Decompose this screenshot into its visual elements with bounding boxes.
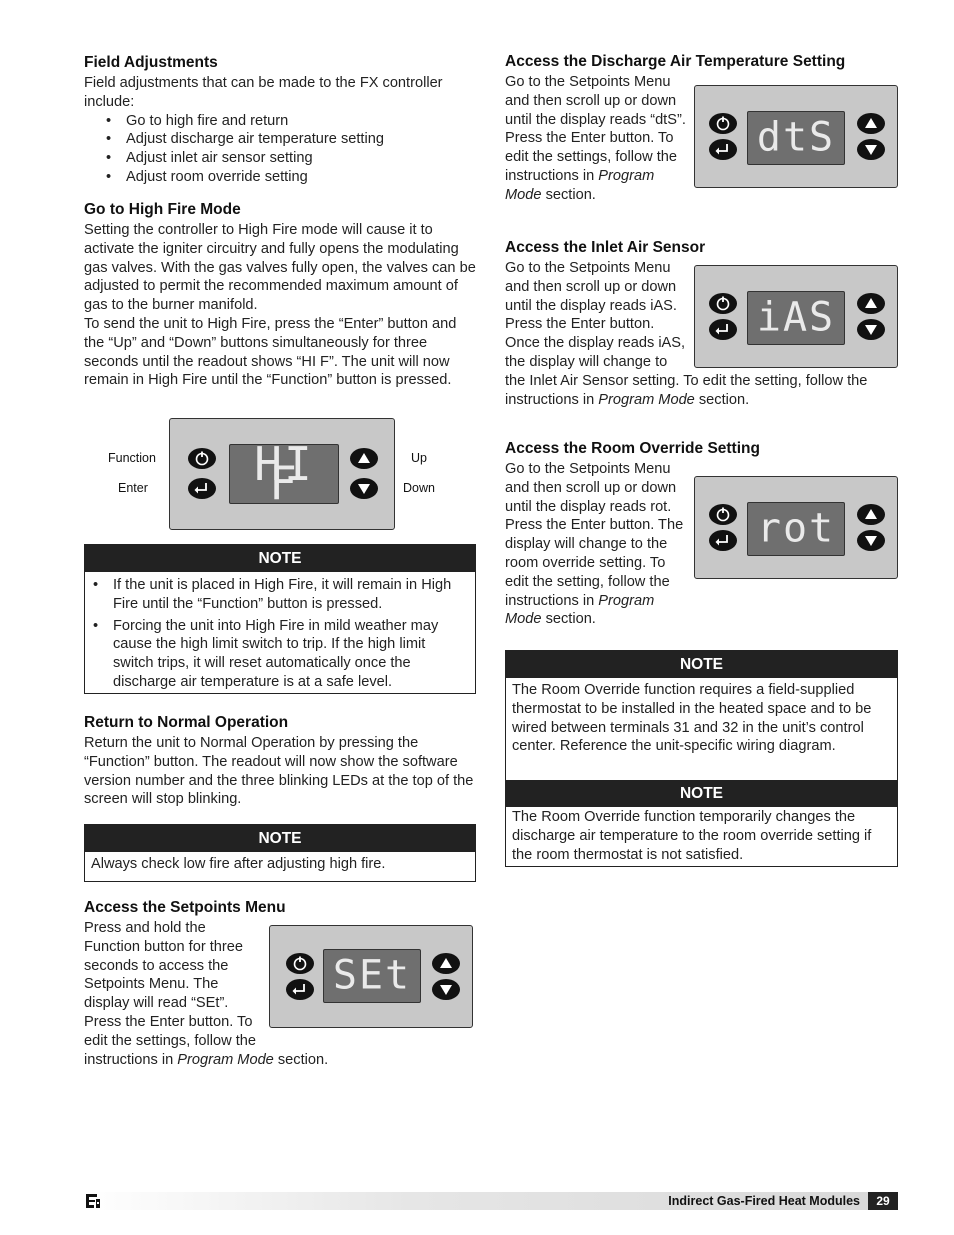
- paragraph: Go to the Setpoints Menu and then scroll up or down until the display reads “dtS”. Press the Enter button. To edit the settings, follow the instructions in Program Mode section.: [505, 74, 686, 203]
- power-icon[interactable]: [188, 448, 216, 469]
- paragraph: Press and hold the Function button for three seconds to access the Setpoints Menu. The display will read “SEt”. Press the Enter button. To edit the settings, follow the instructions in Program Mode section.: [84, 920, 329, 1068]
- note-list: [91, 576, 469, 692]
- up-triangle-icon[interactable]: [857, 293, 885, 314]
- brand-logo-icon: [85, 1193, 101, 1209]
- down-triangle-icon[interactable]: [857, 530, 885, 551]
- paragraph: Go to the Setpoints Menu and then scroll up or down until the display reads rot. Press the Enter button. The display will change to the room override setting. To edit the setting, follow the instructions in Program Mode section.: [505, 461, 684, 628]
- up-triangle-icon[interactable]: [350, 448, 378, 469]
- paragraph: To send the unit to High Fire, press the “Enter” button and the “Up” and “Down” buttons simultaneously for three seconds until the readout shows “HI F”. The unit will now remain in High Fire until the “Function” button is pressed.: [84, 315, 457, 389]
- up-triangle-icon[interactable]: [857, 504, 885, 525]
- note-title: NOTE: [506, 780, 897, 807]
- readout-display: [323, 949, 421, 1003]
- note-title: NOTE: [506, 651, 897, 678]
- section-heading: Field Adjustments: [84, 54, 218, 71]
- list-item: • Forcing the unit into High Fire in mild weather may cause the high limit switch to trip. If the high limit switch trips, it will reset automatically once the discharge air temperature is at a safe level.: [91, 617, 469, 692]
- page-number: 29: [868, 1192, 898, 1210]
- down-label: Down: [403, 481, 435, 495]
- section-heading: Access the Setpoints Menu: [84, 899, 286, 916]
- readout-display: [747, 111, 845, 165]
- section-heading: Go to High Fire Mode: [84, 201, 241, 218]
- note-box: [84, 544, 476, 694]
- readout-text: HI F: [254, 437, 314, 510]
- note-text: The Room Override function temporarily changes the discharge air temperature to the room override setting if the room thermostat is not satisfied.: [512, 809, 872, 863]
- readout-display: [747, 291, 845, 345]
- controller-panel: [269, 925, 473, 1028]
- up-triangle-icon[interactable]: [432, 953, 460, 974]
- list-item: • Adjust discharge air temperature setting: [84, 130, 476, 149]
- controller-panel: [694, 85, 898, 188]
- enter-arrow-icon[interactable]: [188, 478, 216, 499]
- enter-arrow-icon[interactable]: [709, 139, 737, 160]
- section-heading: Access the Room Override Setting: [505, 440, 760, 457]
- normal-operation-section: [84, 712, 476, 809]
- controller-panel: [694, 265, 898, 368]
- readout-text: rot: [756, 505, 836, 552]
- footer-title: Indirect Gas-Fired Heat Modules: [668, 1194, 860, 1208]
- list-item: • Adjust inlet air sensor setting: [84, 149, 476, 168]
- note-title: NOTE: [85, 825, 475, 852]
- paragraph: Return the unit to Normal Operation by pressing the “Function” button. The readout will now show the software version number and the three blinking LEDs at the top of the screen will stop blinking.: [84, 735, 474, 808]
- readout-display: [229, 437, 339, 510]
- controller-panel: [169, 418, 395, 530]
- note-box: [84, 824, 476, 882]
- section-heading: Access the Inlet Air Sensor: [505, 239, 706, 256]
- list-item: • Go to high fire and return: [84, 112, 476, 131]
- readout-display: [747, 502, 845, 556]
- note-text: Always check low fire after adjusting high fire.: [91, 856, 386, 872]
- adjustments-list: [84, 112, 476, 187]
- paragraph: Go to the Setpoints Menu and then scroll up or down until the display reads iAS. Press the Enter button. Once the display reads iAS, the display will change to the Inlet Air Sensor setting. To edit the setting, follow the instructions in Program Mode section.: [505, 260, 868, 408]
- note-box: [505, 650, 898, 867]
- enter-arrow-icon[interactable]: [286, 979, 314, 1000]
- section-heading: Access the Discharge Air Temperature Setting: [505, 53, 846, 70]
- power-icon[interactable]: [709, 504, 737, 525]
- paragraph: Setting the controller to High Fire mode will cause it to activate the igniter circuitry and fully opens the modulating gas valves. With the gas valves fully open, the valves can be adjusted to permit the recommended maximum amount of gas to the burner manifold.: [84, 222, 476, 314]
- field-adjustments-section: [84, 52, 476, 187]
- power-icon[interactable]: [286, 953, 314, 974]
- down-triangle-icon[interactable]: [857, 319, 885, 340]
- list-item: • Adjust room override setting: [84, 168, 476, 187]
- intro-text: Field adjustments that can be made to the FX controller include:: [84, 75, 443, 110]
- function-label: Function: [108, 451, 156, 465]
- readout-text: SEt: [332, 952, 412, 999]
- up-label: Up: [411, 451, 427, 465]
- list-item: • If the unit is placed in High Fire, it will remain in High Fire until the “Function” button is pressed.: [91, 576, 469, 614]
- down-triangle-icon[interactable]: [350, 478, 378, 499]
- enter-arrow-icon[interactable]: [709, 319, 737, 340]
- readout-text: iAS: [756, 294, 836, 341]
- readout-text: dtS: [756, 114, 836, 161]
- controller-panel: [694, 476, 898, 579]
- high-fire-section: [84, 199, 476, 390]
- down-triangle-icon[interactable]: [857, 139, 885, 160]
- enter-label: Enter: [118, 481, 148, 495]
- note-title: NOTE: [85, 545, 475, 572]
- power-icon[interactable]: [709, 293, 737, 314]
- down-triangle-icon[interactable]: [432, 979, 460, 1000]
- power-icon[interactable]: [709, 113, 737, 134]
- note-text: The Room Override function requires a field-supplied thermostat to be installed in the heated space and to be wired between terminals 31 and 32 in the unit’s control center. Reference the unit-specific wiring diagram.: [512, 682, 872, 755]
- enter-arrow-icon[interactable]: [709, 530, 737, 551]
- section-heading: Return to Normal Operation: [84, 714, 289, 731]
- up-triangle-icon[interactable]: [857, 113, 885, 134]
